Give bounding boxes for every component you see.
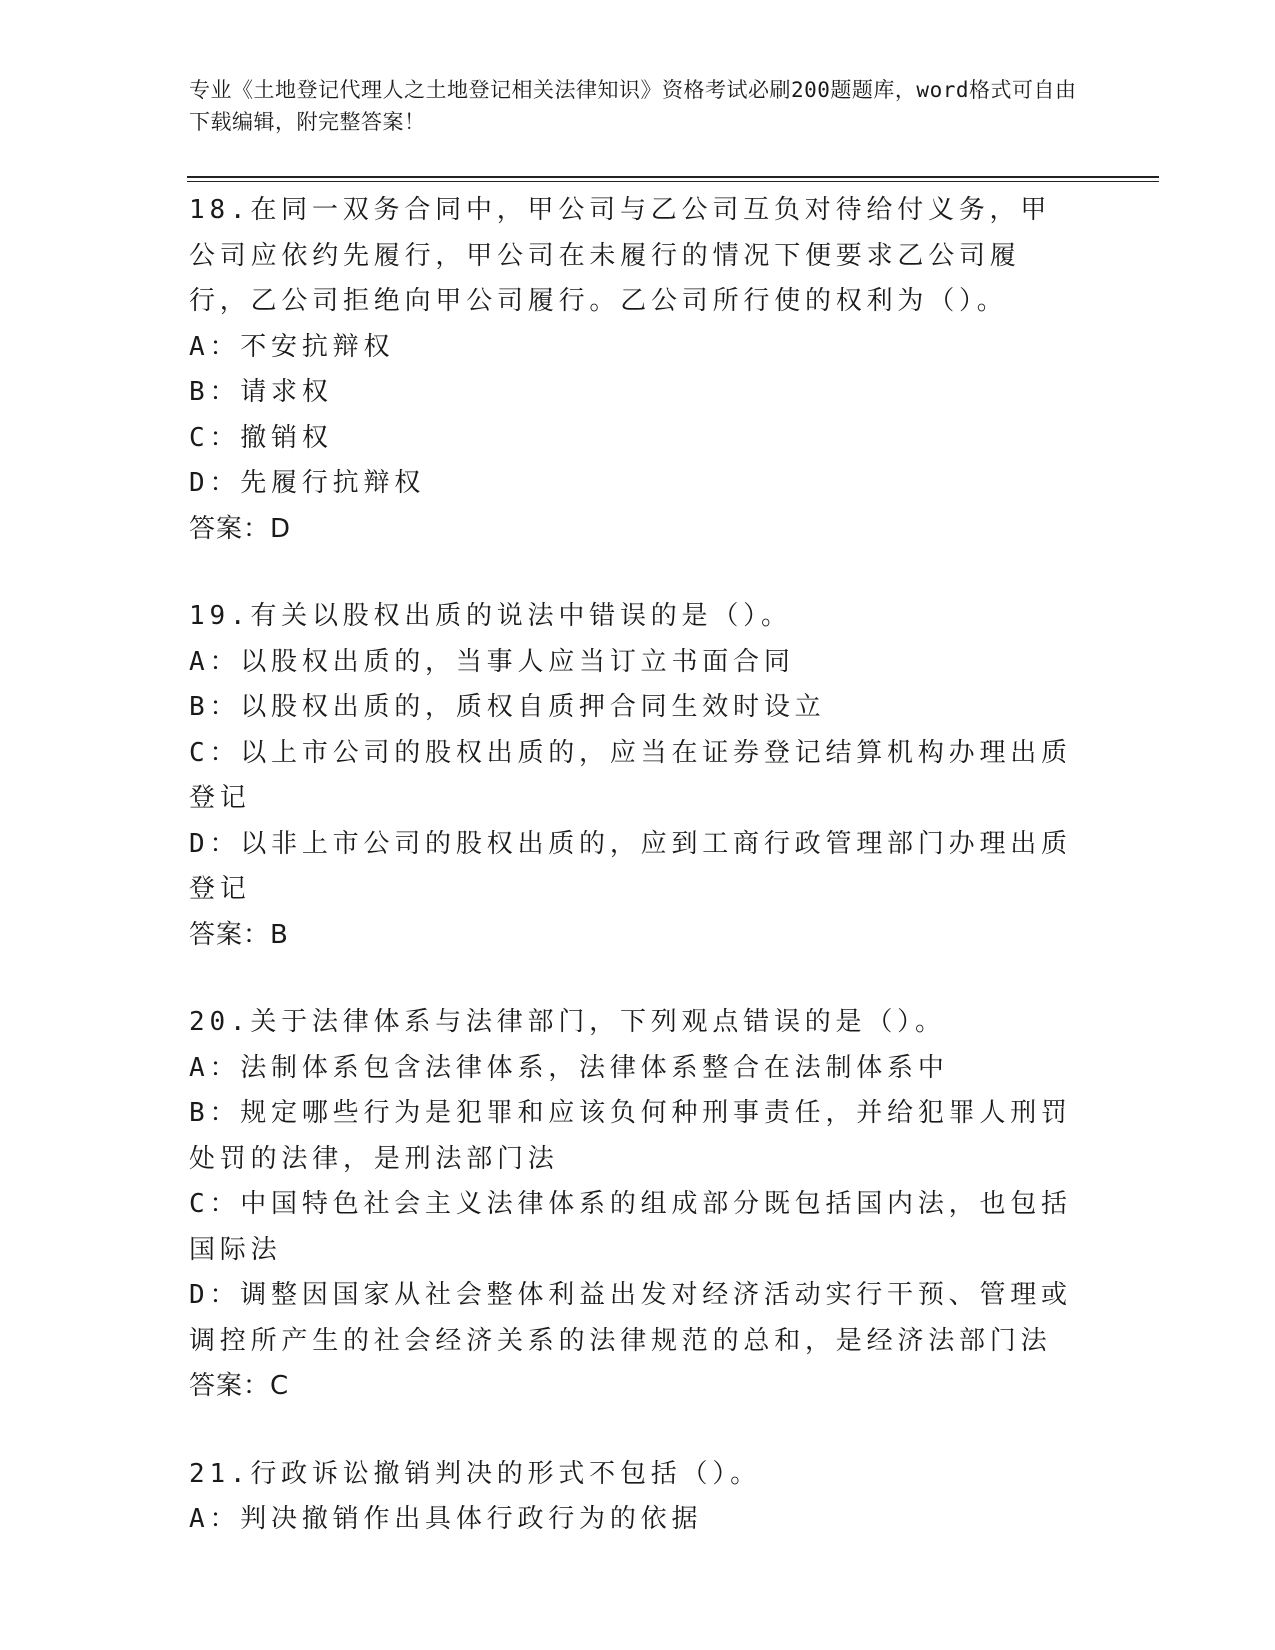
question-stem: 21.行政诉讼撤销判决的形式不包括（）。 [189, 1458, 761, 1489]
answer-label: 答案：D [189, 513, 292, 544]
question-20 [189, 1000, 1079, 1410]
question-stem: 20.关于法律体系与法律部门，下列观点错误的是（）。 [189, 1007, 946, 1037]
option-d: D：调整因国家从社会整体利益出发对经济活动实行干预、管理或调控所产生的社会经济关系的法律规范的总和，是经济法部门法 [189, 1280, 1072, 1356]
option-b: B：请求权 [189, 377, 333, 407]
option-a: A：判决撤销作出具体行政行为的依据 [189, 1504, 703, 1534]
question-stem: 19.有关以股权出质的说法中错误的是（）。 [189, 601, 792, 631]
option-c: C：中国特色社会主义法律体系的组成部分既包括国内法，也包括国际法 [189, 1189, 1072, 1265]
option-a: A：不安抗辩权 [189, 331, 395, 362]
document-header [189, 74, 1089, 138]
question-stem: 18.在同一双务合同中，甲公司与乙公司互负对待给付义务，甲公司应依约先履行，甲公司在未履行的情况下便要求乙公司履行，乙公司拒绝向甲公司履行。乙公司所行使的权利为（）。 [189, 195, 1052, 316]
option-b: B：规定哪些行为是犯罪和应该负何种刑事责任，并给犯罪人刑罚处罚的法律，是刑法部门法 [189, 1098, 1072, 1174]
option-a: A：法制体系包含法律体系，法律体系整合在法制体系中 [189, 1052, 949, 1083]
question-18 [189, 188, 1079, 552]
header-divider-thin [187, 181, 1159, 182]
answer-label: 答案：B [189, 919, 289, 950]
header-divider-thick [187, 176, 1159, 178]
option-b: B：以股权出质的，质权自质押合同生效时设立 [189, 692, 826, 722]
header-title: 专业《土地登记代理人之土地登记相关法律知识》资格考试必刷200题题库，word格式可自由下载编辑，附完整答案！ [189, 78, 1077, 134]
option-d: D：以非上市公司的股权出质的，应到工商行政管理部门办理出质登记 [189, 828, 1072, 904]
option-a: A：以股权出质的，当事人应当订立书面合同 [189, 646, 795, 677]
question-list [189, 188, 1079, 1543]
option-c: C：以上市公司的股权出质的，应当在证券登记结算机构办理出质登记 [189, 737, 1072, 813]
option-c: C：撤销权 [189, 422, 333, 453]
answer-label: 答案：C [189, 1371, 290, 1401]
question-19 [189, 594, 1079, 958]
option-d: D：先履行抗辩权 [189, 468, 426, 498]
question-21 [189, 1452, 1079, 1543]
